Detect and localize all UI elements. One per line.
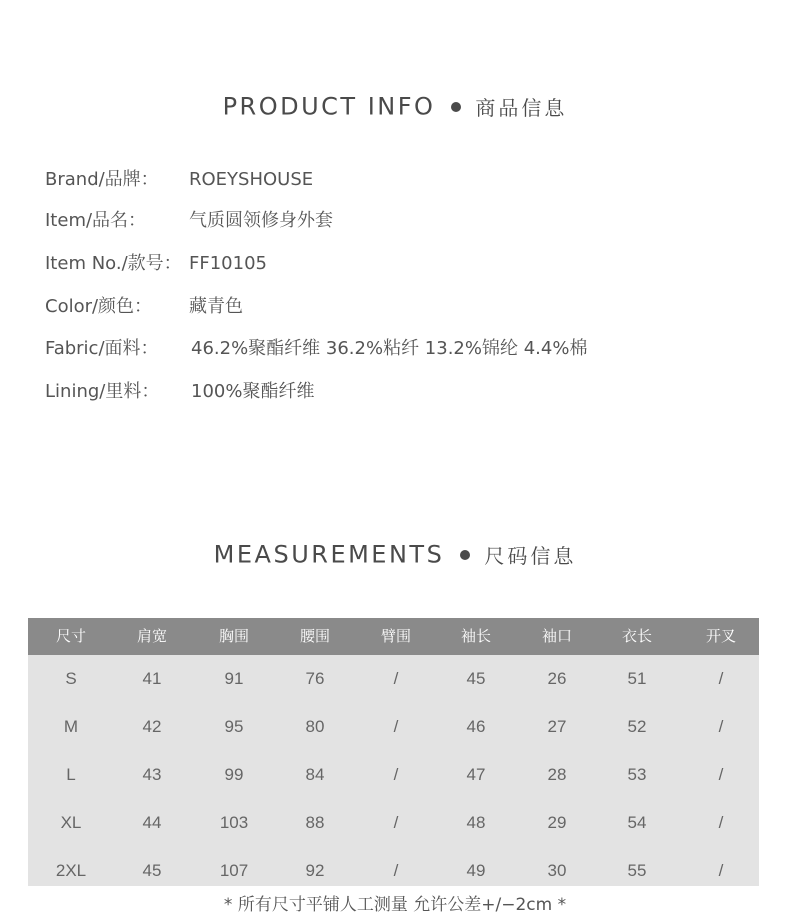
info-value: ROEYSHOUSE [189,169,314,190]
bullet-dot-icon [460,550,470,560]
table-cell: XL [60,813,82,832]
table-row [28,703,759,751]
info-label: Brand/品牌： [45,169,159,190]
table-cell: / [393,717,399,736]
table-cell: 30 [547,861,567,880]
measurements-title-zh: 尺码信息 [484,544,577,568]
measurements-title [0,540,790,569]
table-cell: 47 [466,765,486,784]
product-info-title-en: PRODUCT INFO [222,92,436,121]
table-cell: / [718,669,724,688]
info-row [45,250,267,278]
info-row [45,335,587,363]
info-row [45,207,333,235]
table-cell: 29 [547,813,567,832]
table-cell: 54 [627,813,647,832]
table-cell: 2XL [55,861,87,880]
info-row [45,166,313,194]
table-cell: 41 [142,669,162,688]
product-info-title-zh: 商品信息 [475,96,568,120]
table-cell: M [63,717,79,736]
size-table-header [28,618,759,655]
table-header-cell: 胸围 [218,627,249,645]
table-cell: 99 [224,765,244,784]
table-row [28,751,759,799]
table-cell: 26 [547,669,567,688]
table-cell: / [393,669,399,688]
table-cell: 46 [466,717,486,736]
info-value: 气质圆领修身外套 [189,210,333,231]
table-cell: 91 [224,669,244,688]
info-row [45,293,243,321]
table-cell: / [393,813,399,832]
table-cell: 52 [627,717,647,736]
info-label: Item/品名： [45,210,147,231]
table-cell: 103 [219,813,249,832]
table-cell: 53 [627,765,647,784]
info-row [45,378,314,406]
bullet-dot-icon [451,102,461,112]
measurements-title-en: MEASUREMENTS [213,540,445,569]
table-cell: / [718,765,724,784]
table-cell: 45 [466,669,486,688]
table-cell: 49 [466,861,486,880]
info-value: FF10105 [189,253,267,274]
table-cell: S [65,669,77,688]
table-cell: L [66,765,76,784]
table-row [28,799,759,847]
table-cell: 95 [224,717,244,736]
table-cell: 84 [305,765,325,784]
table-cell: 88 [305,813,325,832]
info-label: Color/颜色： [45,296,153,317]
table-cell: 76 [305,669,325,688]
table-header-cell: 袖长 [460,627,491,645]
info-label: Lining/里料： [45,381,160,402]
table-header-cell: 腰围 [299,627,330,645]
table-row [28,847,759,895]
table-cell: 80 [305,717,325,736]
info-label: Item No./款号： [45,253,182,274]
table-header-cell: 袖口 [541,627,572,645]
table-cell: 27 [547,717,567,736]
table-cell: 42 [142,717,162,736]
table-cell: 92 [305,861,325,880]
info-value: 46.2%聚酯纤维 36.2%粘纤 13.2%锦纶 4.4%棉 [191,338,588,359]
table-cell: 107 [219,861,249,880]
table-cell: 28 [547,765,567,784]
table-header-cell: 衣长 [621,627,652,645]
table-row [28,655,759,703]
table-header-cell: 肩宽 [136,627,167,645]
measurement-footnote: * 所有尺寸平铺人工测量 允许公差+/−2cm * [223,895,567,915]
table-cell: 48 [466,813,486,832]
info-label: Fabric/面料： [45,338,159,359]
table-header-cell: 开叉 [705,627,736,645]
table-cell: 43 [142,765,162,784]
table-cell: 55 [627,861,647,880]
table-cell: / [718,717,724,736]
table-cell: 45 [142,861,162,880]
table-cell: / [718,861,724,880]
table-cell: 51 [627,669,647,688]
table-header-cell: 尺寸 [55,627,86,645]
info-value: 100%聚酯纤维 [191,381,315,402]
table-header-cell: 臂围 [380,627,411,645]
info-value: 藏青色 [189,296,243,317]
table-cell: / [393,861,399,880]
table-cell: / [393,765,399,784]
product-info-title [0,92,790,121]
size-table [28,618,759,886]
table-cell: 44 [142,813,162,832]
table-cell: / [718,813,724,832]
